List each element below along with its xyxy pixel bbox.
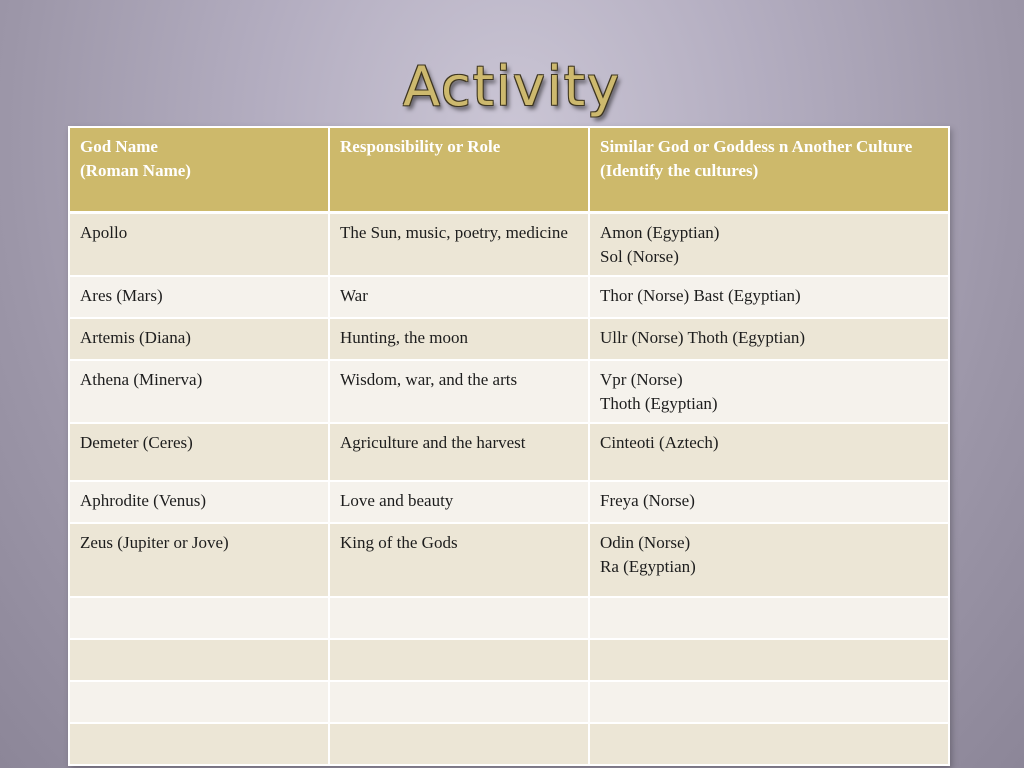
cell-god-name: Apollo (69, 213, 329, 277)
table-row (69, 318, 949, 360)
cell-god-name: Ares (Mars) (69, 276, 329, 318)
cell-god-name: Demeter (Ceres) (69, 423, 329, 481)
table-row (69, 213, 949, 277)
cell-role: Love and beauty (329, 481, 589, 523)
cell-similar-god: Ullr (Norse) Thoth (Egyptian) (589, 318, 949, 360)
table-row-empty (69, 681, 949, 723)
cell-empty (329, 681, 589, 723)
cell-empty (329, 723, 589, 765)
cell-role: War (329, 276, 589, 318)
cell-role: Agriculture and the harvest (329, 423, 589, 481)
table-row (69, 276, 949, 318)
table-row-empty (69, 723, 949, 765)
cell-role: The Sun, music, poetry, medicine (329, 213, 589, 277)
cell-role: Wisdom, war, and the arts (329, 360, 589, 423)
table-row (69, 423, 949, 481)
cell-god-name: Athena (Minerva) (69, 360, 329, 423)
table-row (69, 523, 949, 597)
cell-similar-god: Vpr (Norse) Thoth (Egyptian) (589, 360, 949, 423)
gods-table (68, 126, 950, 766)
header-responsibility: Responsibility or Role (329, 127, 589, 213)
slide-title: Activity (403, 55, 621, 118)
header-god-name: God Name (Roman Name) (69, 127, 329, 213)
cell-god-name: Zeus (Jupiter or Jove) (69, 523, 329, 597)
cell-similar-god: Amon (Egyptian) Sol (Norse) (589, 213, 949, 277)
cell-empty (329, 597, 589, 639)
table-row-empty (69, 639, 949, 681)
cell-empty (69, 597, 329, 639)
cell-role: King of the Gods (329, 523, 589, 597)
cell-similar-god: Odin (Norse) Ra (Egyptian) (589, 523, 949, 597)
table-row-empty (69, 597, 949, 639)
table-header-row (69, 127, 949, 213)
cell-empty (589, 597, 949, 639)
cell-empty (69, 681, 329, 723)
table-row (69, 481, 949, 523)
cell-role: Hunting, the moon (329, 318, 589, 360)
cell-empty (589, 681, 949, 723)
cell-similar-god: Thor (Norse) Bast (Egyptian) (589, 276, 949, 318)
cell-empty (69, 723, 329, 765)
cell-empty (589, 639, 949, 681)
header-similar-god: Similar God or Goddess n Another Culture (Identify the cultures) (589, 127, 949, 213)
cell-similar-god: Cinteoti (Aztech) (589, 423, 949, 481)
cell-god-name: Aphrodite (Venus) (69, 481, 329, 523)
cell-similar-god: Freya (Norse) (589, 481, 949, 523)
cell-empty (329, 639, 589, 681)
cell-empty (69, 639, 329, 681)
cell-god-name: Artemis (Diana) (69, 318, 329, 360)
table-row (69, 360, 949, 423)
cell-empty (589, 723, 949, 765)
